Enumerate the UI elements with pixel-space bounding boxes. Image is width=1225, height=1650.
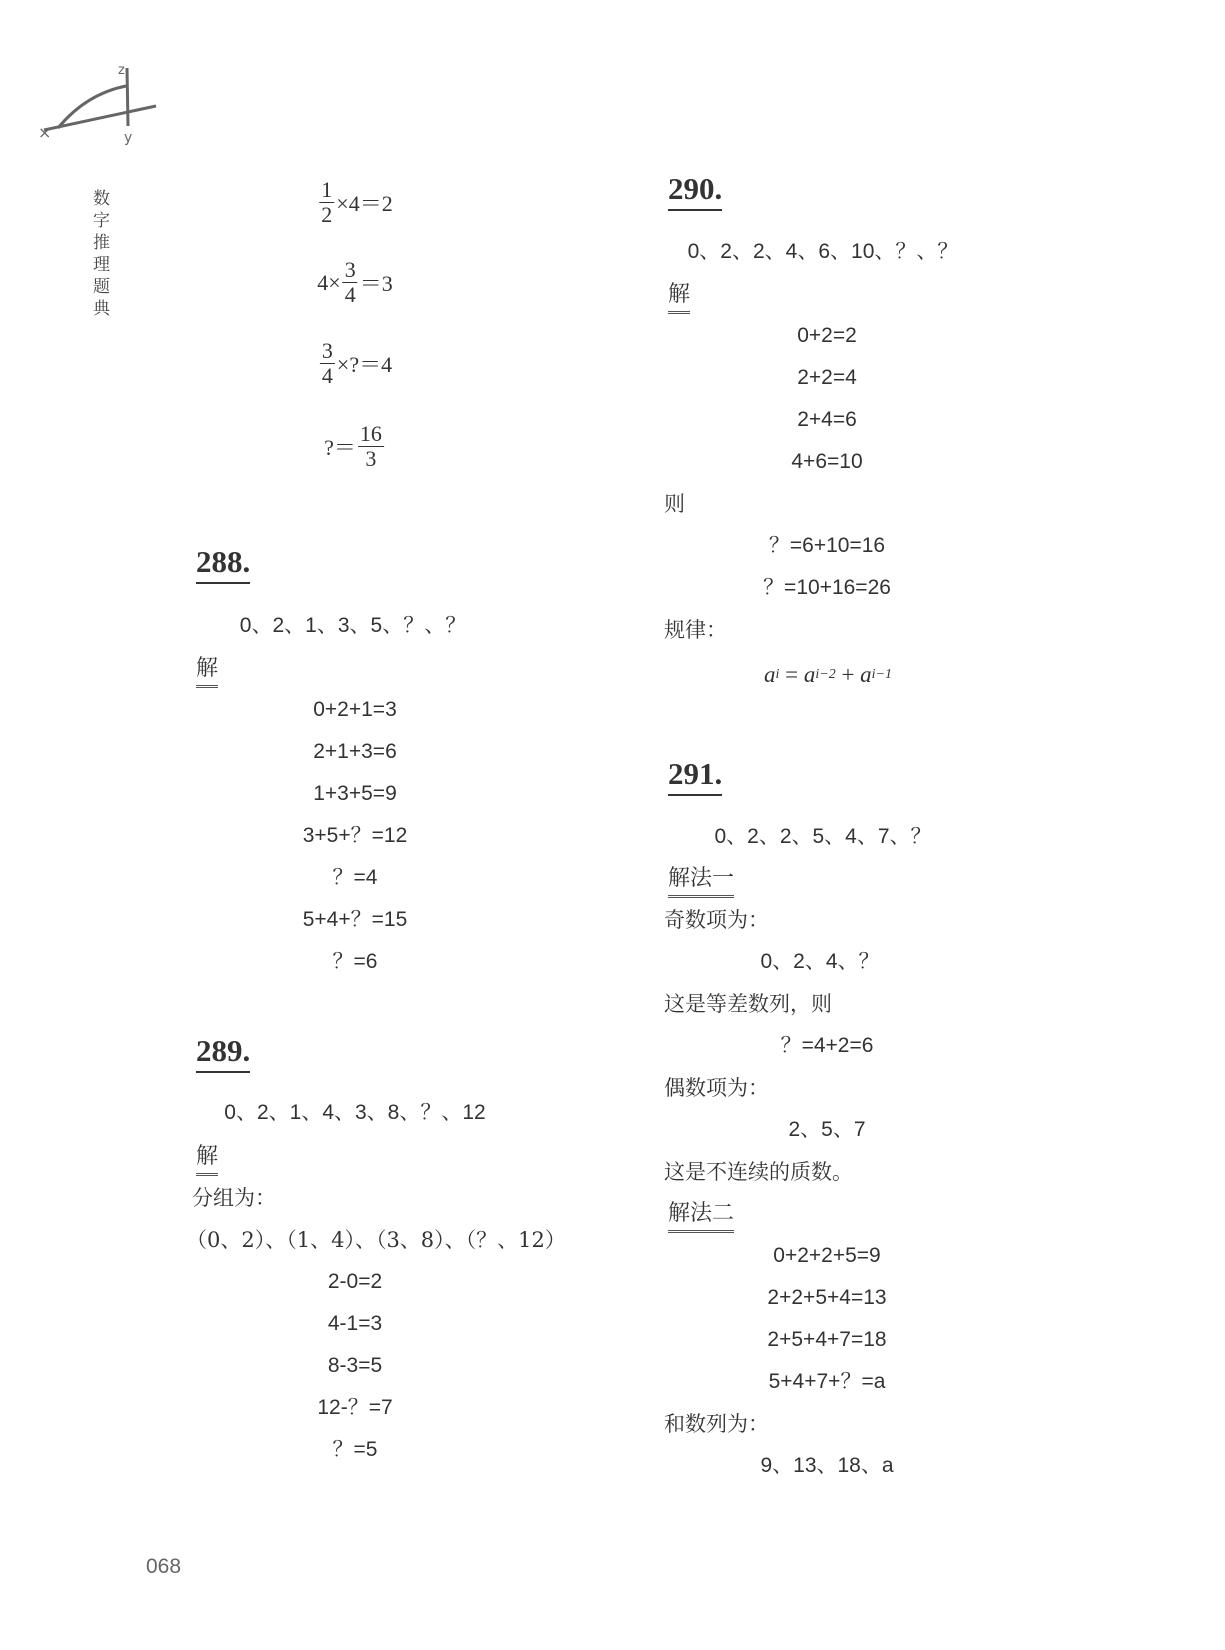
sum-terms: 9、13、18、a (760, 1454, 894, 1477)
step-line: 2+1+3=6 (313, 740, 397, 763)
then-label: 则 (664, 492, 685, 516)
problem-290-sequence: 0、2、2、4、6、10、？、？ (687, 240, 959, 263)
numerator: 1 (321, 177, 333, 202)
numerator: 16 (359, 421, 382, 446)
svg-text:y: y (124, 130, 133, 146)
denominator: 3 (365, 446, 377, 471)
page-number: 068 (146, 1555, 182, 1578)
numerator: 3 (344, 257, 356, 282)
result-line: ？=6+10=16 (768, 534, 886, 557)
fraction-equation-3 (318, 339, 392, 388)
even-terms-label: 偶数项为： (664, 1076, 769, 1100)
step-line: 5+4+？=15 (302, 908, 408, 931)
fraction-equation-2 (317, 258, 392, 307)
step-line: 2+5+4+7=18 (767, 1328, 887, 1351)
odd-terms-label: 奇数项为： (664, 908, 769, 932)
equation-rest: ×?＝4 (336, 352, 393, 377)
step-line: 2+4=6 (797, 408, 857, 431)
group-label: 分组为： (192, 1186, 276, 1210)
book-title: 数字推理题典 (93, 189, 110, 319)
step-line: 1+3+5=9 (313, 782, 397, 805)
svg-text:×: × (38, 123, 52, 142)
prime-label: 这是不连续的质数。 (664, 1160, 853, 1184)
rule-label: 规律： (664, 618, 727, 642)
arithmetic-label: 这是等差数列，则 (664, 992, 832, 1016)
odd-terms: 0、2、4、？ (760, 950, 880, 973)
fraction-equation-1 (317, 178, 392, 227)
problem-290-solution-label: 解 (668, 282, 690, 314)
problem-288-heading: 288. (196, 545, 250, 584)
method-1-label: 解法一 (668, 866, 734, 898)
axes-logo-icon (36, 60, 166, 150)
problem-288-solution-label: 解 (196, 656, 218, 688)
step-line: 2+2+5+4=13 (767, 1286, 887, 1309)
step-line: 2-0=2 (327, 1270, 383, 1293)
equation-rest: ×4＝2 (336, 191, 393, 216)
step-line: ？=5 (332, 1438, 378, 1461)
step-line: 8-3=5 (327, 1354, 383, 1377)
step-line: 3+5+？=12 (302, 824, 408, 847)
rule-formula: a i = a i−2 + a i−1 (763, 662, 893, 687)
denominator: 2 (321, 202, 333, 227)
step-line: 0+2+1=3 (313, 698, 397, 721)
step-line: 12-？=7 (317, 1396, 393, 1419)
step-line: 0+2+2+5=9 (773, 1244, 881, 1267)
sum-label: 和数列为： (664, 1412, 769, 1436)
step-line: ？=6 (332, 950, 378, 973)
step-line: 2+2=4 (797, 366, 857, 389)
step-line: ？=4 (332, 866, 378, 889)
svg-text:z: z (118, 63, 125, 78)
problem-289-heading: 289. (196, 1034, 250, 1073)
equation-rest: ＝3 (359, 271, 393, 296)
step-line: 4+6=10 (791, 450, 863, 473)
equation-prefix: 4× (317, 269, 341, 295)
method-2-label: 解法二 (668, 1201, 734, 1233)
problem-288-sequence: 0、2、1、3、5、？、？ (239, 614, 467, 637)
problem-289-sequence: 0、2、1、4、3、8、？、12 (224, 1101, 486, 1124)
step-line: 0+2=2 (797, 324, 857, 347)
fraction-equation-4 (324, 422, 386, 471)
result-line: ？=10+16=26 (763, 576, 891, 599)
step-line: 4-1=3 (327, 1312, 383, 1335)
even-terms: 2、5、7 (788, 1118, 866, 1141)
equation-prefix: ?＝ (324, 435, 356, 460)
problem-289-solution-label: 解 (196, 1144, 218, 1176)
numerator: 3 (321, 338, 333, 363)
odd-result: ？=4+2=6 (780, 1034, 874, 1057)
problem-291-sequence: 0、2、2、5、4、7、？ (714, 825, 932, 848)
problem-290-heading: 290. (668, 172, 722, 211)
groups-text: （0、2）、（1、4）、（3、8）、（？、12） (186, 1228, 566, 1252)
step-line: 5+4+7+？=a (768, 1370, 886, 1393)
denominator: 4 (321, 363, 333, 388)
denominator: 4 (344, 282, 356, 307)
problem-291-heading: 291. (668, 757, 722, 796)
